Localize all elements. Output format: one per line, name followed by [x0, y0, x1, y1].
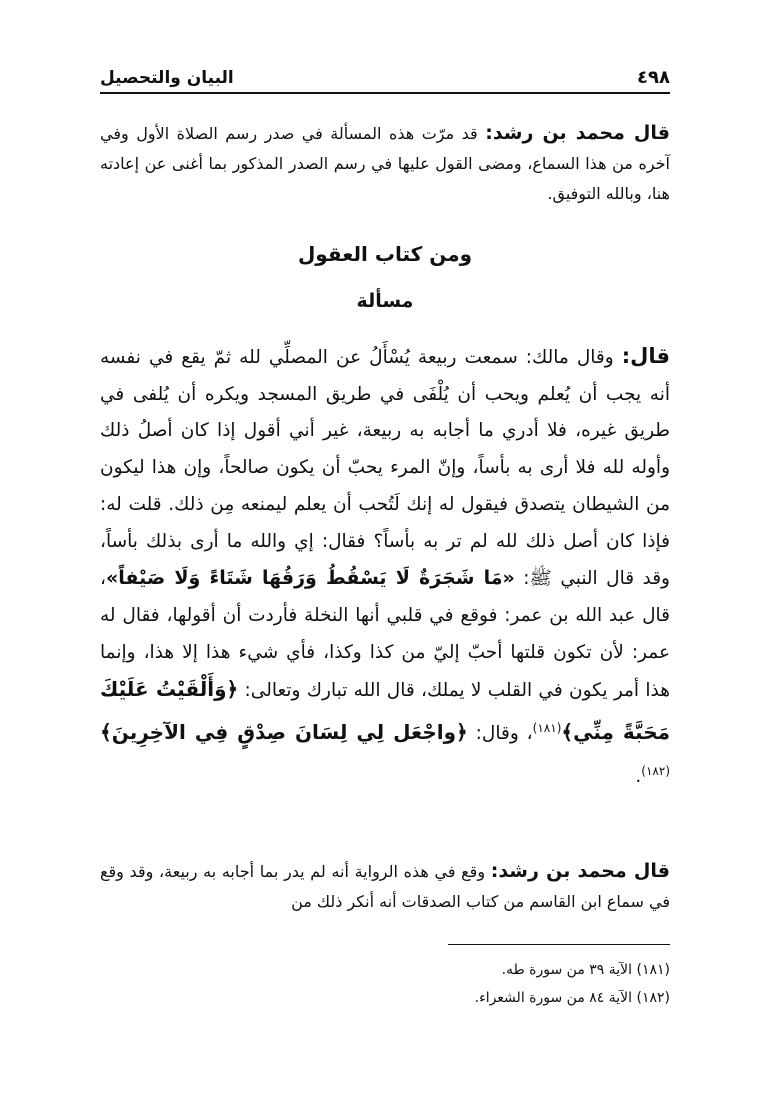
paragraph-2	[100, 338, 670, 796]
quran-verse-2: ﴿واجْعَل لِي لِسَانَ صِدْقٍ فِي الآخِرِينَ﴾	[100, 720, 468, 745]
paragraph-2-lead: قال:	[621, 344, 670, 368]
paragraph-2-part-4: .	[635, 766, 642, 788]
footnote-182: (١٨٢) الآية ٨٤ من سورة الشعراء.	[474, 990, 670, 1006]
section-heading: ومن كتاب العقول	[297, 242, 473, 266]
footnote-ref-181[interactable]: (١٨١)	[532, 721, 562, 736]
paragraph-2-part-2: ، قال عبد الله بن عمر: فوقع في قلبي أنها النخلة فأردت أن أقولها، فقال له عمر: لأن تكون قلتها أحبّ إليّ من كذا وكذا، فأي شيء هذا إلا هذا، وإنما هذا أمر يكون في القلب لا يملك، قال الله تبارك وتعالى:	[100, 568, 670, 702]
paragraph-3-lead: قال محمد بن رشد:	[490, 860, 670, 882]
running-title: البيان والتحصيل	[100, 68, 234, 88]
paragraph-1-body: قد مرّت هذه المسألة في صدر رسم الصلاة الأول وفي آخره من هذا السماع، ومضى القول عليها في رسم الصدر المذكور بما أغنى عن إعادته هنا، وبالله التوفيق.	[100, 124, 670, 203]
quran-verse-1: ﴿وَأَلْقَيْتُ عَلَيْكَ مَحَبَّةً مِنِّي﴾	[100, 677, 670, 745]
footnote-ref-182[interactable]: (١٨٢)	[641, 763, 670, 778]
footnote-rule	[448, 944, 670, 945]
paragraph-3-body: وقع في هذه الرواية أنه لم يدر بما أجابه به ربيعة، وقد وقع في سماع ابن القاسم من كتاب الصدقات أنه أنكر ذلك من	[100, 862, 670, 911]
footnotes	[100, 956, 670, 1012]
paragraph-2-part-3: ، وقال:	[467, 723, 533, 745]
paragraph-3	[100, 856, 670, 917]
footnote-181: (١٨١) الآية ٣٩ من سورة طه.	[501, 962, 670, 978]
page-header	[100, 58, 670, 88]
header-rule	[100, 92, 670, 94]
paragraph-2-part-1: وقال مالك: سمعت ربيعة يُسْأَلُ عن المصلِّي لله ثمّ يقع في نفسه أنه يجب أن يُعلم ويحب أن يُلْفَى في طريق المسجد ويكره أن يُلفى في طريق غيره، فلا أدري ما أجابه به ربيعة، غير أني أقول إذا كان أصلُ ذلك وأوله لله فلا أرى به بأساً، وإنّ المرء يحبّ أن يكون صالحاً، وإن هذا ليكون من الشيطان يتصدق فيقول له إنك لَتُحب أن يعلم ليمنعه مِن ذلك. قلت له: فإذا كان أصل ذلك لله لم تر به بأساً؟ فقال: إي والله ما أرى بذلك بأساً، وقد قال النبي ﷺ:	[100, 347, 670, 590]
subsection-heading: مسألة	[356, 290, 414, 312]
paragraph-1-lead: قال محمد بن رشد:	[485, 122, 670, 144]
paragraph-1	[100, 118, 670, 209]
hadith-quote: «مَا شَجَرَةٌ لَا يَسْقُطُ وَرَقُهَا شَتَاءً وَلَا صَيْفاً»	[105, 567, 515, 590]
page-number: ٤٩٨	[637, 67, 670, 88]
